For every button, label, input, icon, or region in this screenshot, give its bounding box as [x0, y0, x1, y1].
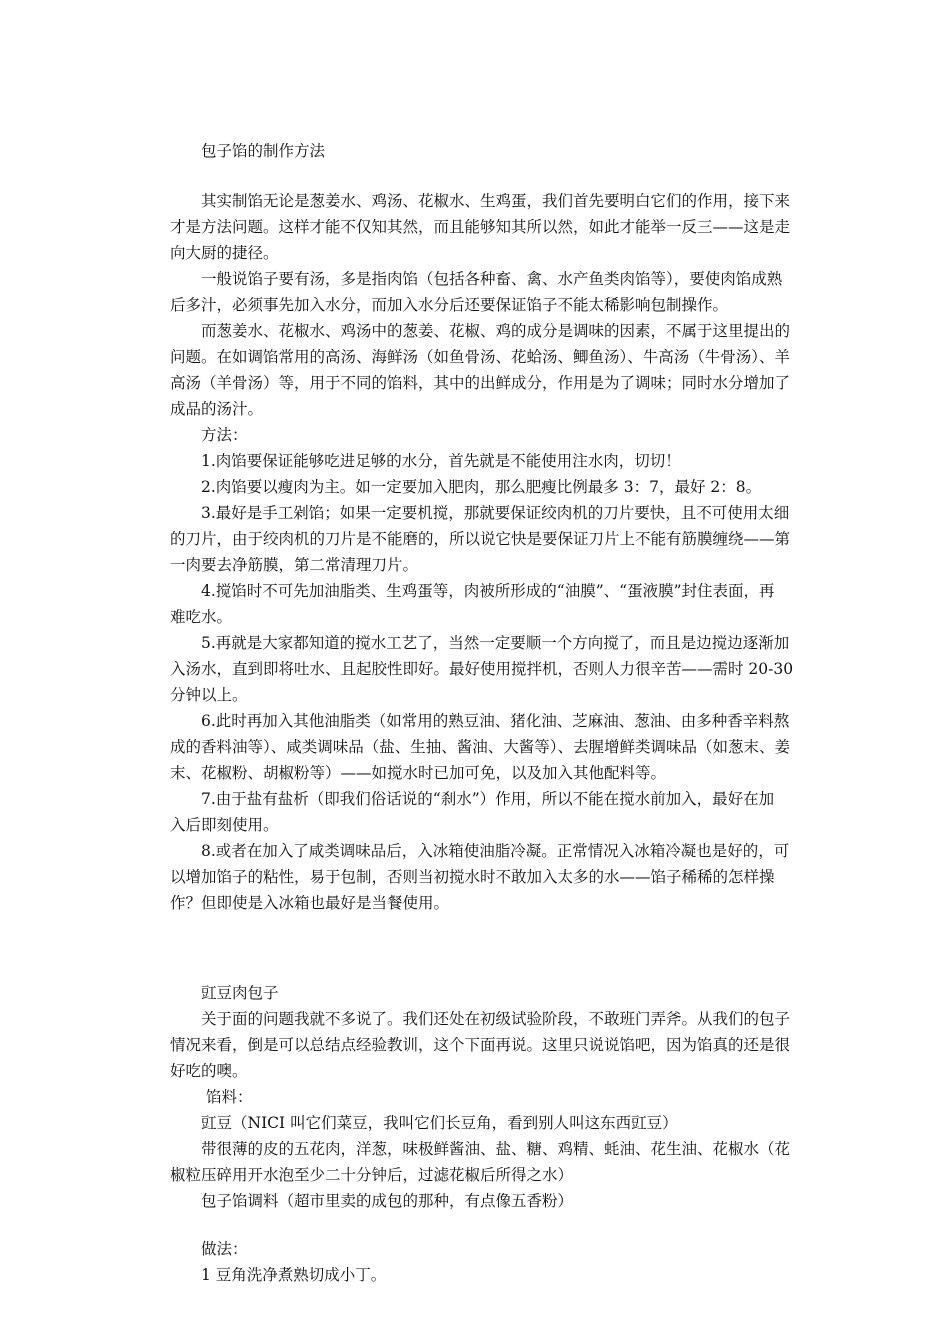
step-line: 8.或者在加入了咸类调味品后，入冰箱使油脂冷凝。正常情况入冰箱冷凝也是好的，可	[201, 842, 790, 860]
step-line: 难吃水。	[170, 608, 233, 626]
paragraph-line: 而葱姜水、花椒水、鸡汤中的葱姜、花椒、鸡的成分是调味的因素，不属于这里提出的	[201, 322, 791, 340]
method-line: 1 豆角洗净煮熟切成小丁。	[201, 1266, 387, 1284]
step-line: 入后即刻使用。	[170, 816, 279, 834]
step-line: 的刀片，由于绞肉机的刀片是不能磨的，所以说它快是要保证刀片上不能有筋膜缠绕——第	[170, 530, 791, 548]
step-line: 作？但即使是入冰箱也最好是当餐使用。	[170, 894, 450, 912]
filling-line: 带很薄的皮的五花肉，洋葱，味极鲜酱油、盐、糖、鸡精、蚝油、花生油、花椒水（花	[201, 1140, 791, 1158]
filling-line: 包子馅调料（超市里卖的成包的那种，有点像五香粉）	[201, 1192, 574, 1210]
paragraph-line: 后多汁，必须事先加入水分，而加入水分后还要保证馅子不能太稀影响包制操作。	[170, 296, 729, 314]
step-line: 4.搅馅时不可先加油脂类、生鸡蛋等，肉被所形成的“油膜”、“蛋液膜”封住表面，再	[201, 582, 775, 600]
section-title-baozi-filling: 包子馅的制作方法	[201, 142, 326, 160]
step-line: 以增加馅子的粘性，易于包制，否则当初搅水时不敢加入太多的水——馅子稀稀的怎样操	[170, 868, 775, 886]
document-page	[170, 138, 832, 1288]
paragraph-line: 情况来看，倒是可以总结点经验教训，这个下面再说。这里只说说馅吧，因为馅真的还是很	[170, 1036, 791, 1054]
spacer	[170, 1214, 832, 1236]
section-title-cowpea-bun: 豇豆肉包子	[201, 984, 279, 1002]
filling-label: 馅料：	[206, 1088, 253, 1106]
step-line: 7.由于盐有盐析（即我们俗话说的“刹水”）作用，所以不能在搅水前加入，最好在加	[201, 790, 775, 808]
filling-line: 豇豆（NICI 叫它们菜豆，我叫它们长豆角，看到别人叫这东西豇豆）	[201, 1114, 678, 1132]
paragraph-line: 高汤（羊骨汤）等，用于不同的馅料，其中的出鲜成分，作用是为了调味；同时水分增加了	[170, 374, 791, 392]
step-line: 5.再就是大家都知道的搅水工艺了，当然一定要顺一个方向搅了，而且是边搅边逐渐加	[201, 634, 790, 652]
paragraph-line: 其实制馅无论是葱姜水、鸡汤、花椒水、生鸡蛋，我们首先要明白它们的作用，接下来	[201, 192, 791, 210]
step-line: 成的香料油等）、咸类调味品（盐、生抽、酱油、大酱等）、去腥增鲜类调味品（如葱末、姜	[170, 738, 791, 756]
paragraph-line: 问题。在如调馅常用的高汤、海鲜汤（如鱼骨汤、花蛤汤、鲫鱼汤）、牛高汤（牛骨汤）、羊	[170, 348, 791, 366]
step-line: 分钟以上。	[170, 686, 248, 704]
spacer	[170, 164, 832, 188]
step-line: 一肉要去净筋膜，第二常清理刀片。	[170, 556, 419, 574]
method-label: 方法：	[201, 426, 248, 444]
paragraph-line: 成品的汤汁。	[170, 400, 264, 418]
paragraph-line: 一般说馅子要有汤，多是指肉馅（包括各种畜、禽、水产鱼类肉馅等），要使肉馅成熟	[201, 270, 783, 288]
paragraph-line: 关于面的问题我就不多说了。我们还处在初级试验阶段，不敢班门弄斧。从我们的包子	[201, 1010, 791, 1028]
paragraph-line: 向大厨的捷径。	[170, 244, 279, 262]
step-line: 2.肉馅要以瘦肉为主。如一定要加入肥肉，那么肥瘦比例最多 3：7，最好 2：8。	[201, 478, 762, 496]
paragraph-line: 才是方法问题。这样才能不仅知其然，而且能够知其所以然，如此才能举一反三——这是走	[170, 218, 791, 236]
filling-line: 椒粒压碎用开水泡至少二十分钟后，过滤花椒后所得之水）	[170, 1166, 574, 1184]
step-line: 末、花椒粉、胡椒粉等）——如搅水时已加可免，以及加入其他配料等。	[170, 764, 667, 782]
step-line: 入汤水，直到即将吐水、且起胶性即好。最好使用搅拌机，否则人力很辛苦——需时 20-30	[170, 660, 794, 678]
step-line: 6.此时再加入其他油脂类（如常用的熟豆油、猪化油、芝麻油、葱油、由多种香辛料熬	[201, 712, 790, 730]
step-line: 3.最好是手工剁馅；如果一定要机搅，那就要保证绞肉机的刀片要快，且不可使用太细	[201, 504, 790, 522]
spacer	[170, 962, 832, 980]
method-label: 做法：	[201, 1240, 248, 1258]
spacer	[170, 916, 832, 962]
step-line: 1.肉馅要保证能够吃进足够的水分，首先就是不能使用注水肉，切切！	[201, 452, 681, 470]
paragraph-line: 好吃的噢。	[170, 1062, 248, 1080]
